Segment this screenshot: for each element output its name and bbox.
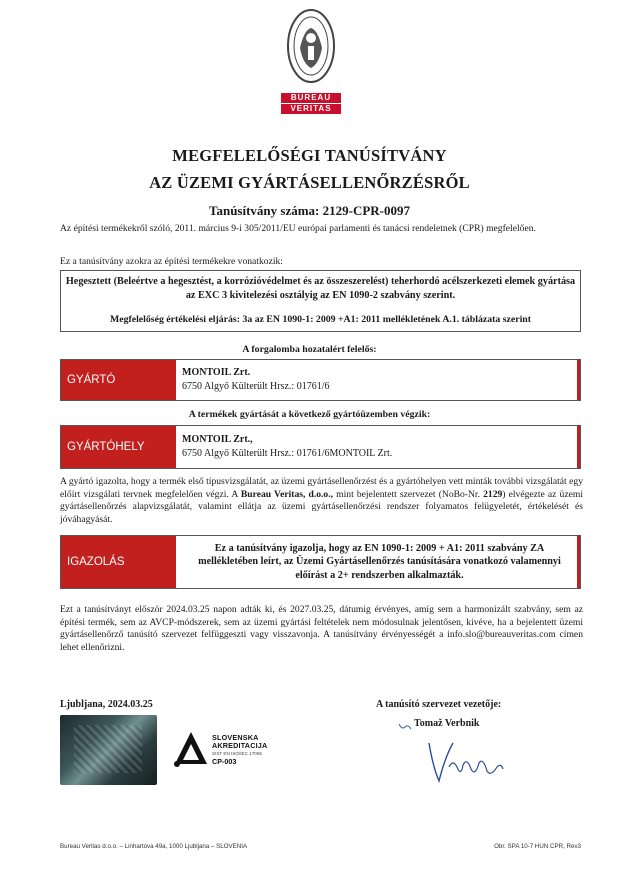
attestation-text: Ez a tanúsítvány igazolja, hogy az EN 1090-1: 2009 + A1: 2011 szabvány ZA mellékletében leírt, az Üzemi Gyártásellenőrzés tanúsítására vonatkozó valamennyi előírást a 2+ rendszerben alkalmazták. bbox=[198, 542, 561, 581]
signer-name: Tomaž Verbnik bbox=[414, 718, 480, 729]
manufacturer-name: MONTOIL Zrt. bbox=[182, 367, 251, 378]
scope-text: Hegesztett (Beleértve a hegesztést, a korrózióvédelmet és az összeszerelést) teherhordó acélszerkezeti elemek gyártása az EXC 3 kivitelezési osztályig az EN 1090-2 szabvány szerint. bbox=[65, 276, 576, 301]
plant-details bbox=[179, 426, 580, 468]
validity-paragraph: Ezt a tanúsítványt először 2024.03.25 napon adták ki, és 2027.03.25, dátumig érvényes, amíg sem a harmonizált szabvány, sem az építési termék, sem az AVCP-módszerek, sem az üzemi gyártási feltételek nem módosulnak jelentősen, kivéve, ha a bejelentett üzemi gyártásellenőrző tanúsító szervezet felfüggeszti vagy visszavonja. A tanúsítvány érvényességét a info.slo@bureauveritas.com címen lehet ellenőrizni. bbox=[60, 604, 583, 653]
document-title-line2: AZ ÜZEMI GYÁRTÁSELLENŐRZÉSRŐL bbox=[149, 173, 470, 192]
row-accent-bar bbox=[577, 426, 580, 468]
attestation-row bbox=[60, 535, 581, 589]
statement-part1: A gyártó igazolta, hogy a termék első típusvizsgálatát, az üzemi gyártásellenőrzést és a gyártóhelyen vett minták további vizsgálatát egy előírt vizsgálati tervnek megfelelően végzi. A bbox=[60, 476, 583, 500]
certificate-number: Tanúsítvány száma: 2129-CPR-0097 bbox=[208, 203, 411, 218]
bureau-veritas-seal-icon bbox=[286, 8, 336, 92]
handwritten-signature-icon bbox=[425, 737, 505, 785]
plant-row bbox=[60, 425, 581, 469]
signer-title: A tanúsító szervezet vezetője: bbox=[376, 699, 502, 710]
footer-address: Bureau Veritas d.o.o. – Linhartova 49a, 1000 Ljubljana – SLOVENIA bbox=[60, 843, 248, 850]
place-and-date: Ljubljana, 2024.03.25 bbox=[60, 699, 153, 710]
scope-evaluation: Megfelelőség értékelési eljárás: 3a az EN 1090-1: 2009 +A1: 2011 mellékletének A.1. táblázata szerint bbox=[109, 314, 532, 325]
scope-box bbox=[60, 270, 581, 332]
manufacturer-address: 6750 Algyő Külterült Hrsz.: 01761/6 bbox=[182, 381, 330, 392]
manufacturer-details bbox=[179, 360, 580, 400]
footer-form-code: Obr. SPA 10-7 HUN CPR, Rev3 bbox=[494, 843, 581, 850]
accreditation-line1: SLOVENSKA bbox=[212, 733, 259, 742]
row-accent-bar bbox=[577, 536, 580, 588]
manufacturer-row bbox=[60, 359, 581, 401]
market-responsible-label: A forgalomba hozatalért felelős: bbox=[242, 344, 377, 355]
notified-body-name: Bureau Veritas, d.o.o., bbox=[240, 488, 334, 500]
statement-part2: mint bejelentett szervezet (NoBo-Nr. bbox=[333, 488, 484, 500]
security-hologram bbox=[60, 715, 157, 785]
slovenska-akreditacija-logo-icon bbox=[171, 726, 211, 768]
plant-label: GYÁRTÓHELY bbox=[61, 426, 176, 468]
accreditation-line2: AKREDITACIJA bbox=[212, 741, 268, 750]
logo-bar-top: BUREAU bbox=[281, 93, 341, 103]
scope-intro: Ez a tanúsítvány azokra az építési termékekre vonatkozik: bbox=[60, 256, 283, 267]
attestation-label: IGAZOLÁS bbox=[61, 536, 176, 588]
accreditation-code: CP-003 bbox=[212, 757, 237, 766]
manufacturer-statement bbox=[60, 476, 583, 526]
nobo-number: 2129 bbox=[483, 488, 503, 500]
accreditation-text bbox=[212, 734, 267, 766]
accreditation-standard: SIST EN ISO/IEC 17065 bbox=[212, 751, 262, 756]
row-accent-bar bbox=[577, 360, 580, 400]
signature-mark-icon bbox=[398, 721, 412, 731]
bureau-veritas-logo bbox=[281, 8, 341, 112]
production-site-label: A termékek gyártását a következő gyártóüzemben végzik: bbox=[188, 409, 431, 420]
plant-address: 6750 Algyő Külterült Hrsz.: 01761/6MONTOIL Zrt. bbox=[182, 448, 393, 459]
statement-part3: ) elvégezte az üzemi gyártásellenőrzés alapvizsgálatát, valamint ellátja az üzemi gyártásellenőrzési rendszer folyamatos felügyeletét, értékelését és jóváhagyását. bbox=[60, 488, 583, 525]
hologram-pattern bbox=[74, 725, 142, 773]
logo-bar-bottom: VERITAS bbox=[281, 104, 341, 114]
intro-paragraph: Az építési termékekről szóló, 2011. március 9-i 305/2011/EU európai parlamenti és tanácsi rendeletnek (CPR) megfelelően. bbox=[60, 223, 536, 234]
document-title-line1: MEGFELELŐSÉGI TANÚSÍTVÁNY bbox=[172, 146, 447, 165]
manufacturer-label: GYÁRTÓ bbox=[61, 360, 176, 400]
plant-name: MONTOIL Zrt., bbox=[182, 434, 253, 445]
